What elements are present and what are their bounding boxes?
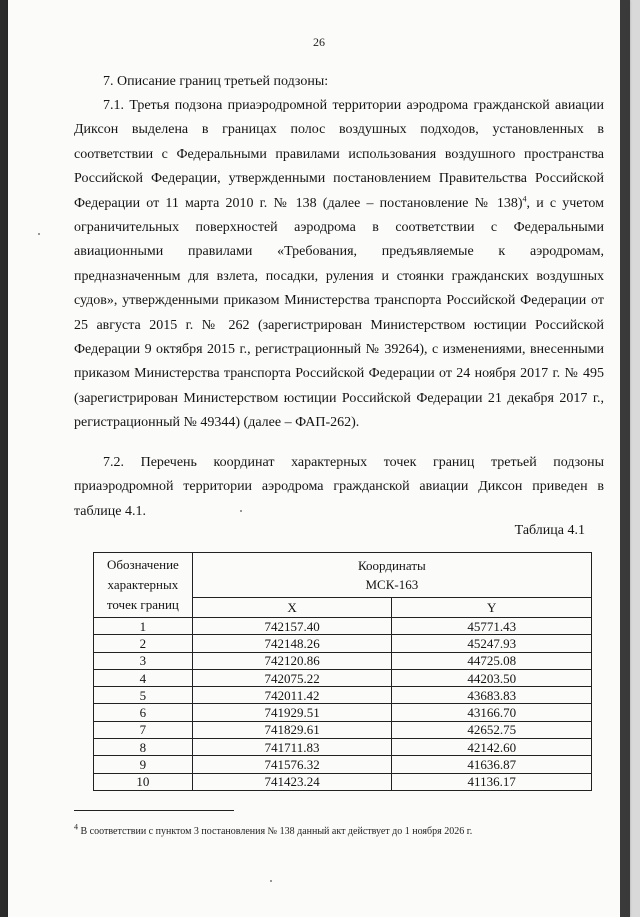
footnote [74,822,473,837]
y-coordinate-cell: 41636.87 [392,756,592,773]
x-coordinate-cell: 741829.61 [192,721,392,738]
x-coordinate-cell: 741576.32 [192,756,392,773]
coordinates-label: Координаты [358,558,426,573]
x-coordinate-cell: 741929.51 [192,704,392,721]
table-row [94,739,592,756]
table-row [94,669,592,686]
y-coordinate-cell: 45771.43 [392,618,592,635]
point-number-cell: 1 [94,618,193,635]
footnote-reference: 4 [522,193,527,203]
point-number-cell: 3 [94,652,193,669]
footnote-mark: 4 [74,822,78,832]
footnote-separator [74,810,234,811]
scan-right-edge [620,0,630,917]
x-coordinate-cell: 742148.26 [192,635,392,652]
point-number-cell: 4 [94,669,193,686]
table-row [94,652,592,669]
table-row [94,773,592,790]
x-coordinate-cell: 742157.40 [192,618,392,635]
paragraph-7-1 [74,94,604,436]
point-number-cell: 2 [94,635,193,652]
column-header-x: X [192,598,392,618]
x-coordinate-cell: 742120.86 [192,652,392,669]
table-row [94,756,592,773]
table-body [94,618,592,791]
paragraph-text: Третья подзона приаэродромной территории аэродрома гражданской авиации Диксон выделена в границах полос воздушных подходов, установленных в соответствии с Федеральными правилами использования воздушного пространства Российской Федерации, утвержденными постановлением Правительства Российской Федерации от 11 марта 2010 г. № 138 (далее – постановление № 138) [74,98,605,211]
scan-speck [240,510,242,512]
paragraph-number: 7.1. [103,98,124,113]
paragraph-number: 7.2. [103,455,124,470]
scan-left-edge [0,0,8,917]
footnote-text: В соответствии с пунктом 3 постановления № 138 данный акт действует до 1 ноября 2026 г. [80,826,473,837]
y-coordinate-cell: 42652.75 [392,721,592,738]
point-number-cell: 8 [94,739,193,756]
column-header-coordinates [192,553,591,598]
section-heading: 7. Описание границ третьей подзоны: [103,74,329,89]
x-coordinate-cell: 741423.24 [192,773,392,790]
table-row [94,704,592,721]
table-row [94,635,592,652]
paragraph-7-2 [74,451,604,524]
point-number-cell: 9 [94,756,193,773]
paragraph-text: Перечень координат характерных точек границ третьей подзоны приаэродромной территории аэродрома гражданской авиации Диксон приведен в таблице 4.1. [74,455,605,519]
point-number-cell: 5 [94,687,193,704]
column-header-y: Y [392,598,592,618]
x-coordinate-cell: 742011.42 [192,687,392,704]
point-number-cell: 7 [94,721,193,738]
table-row [94,721,592,738]
y-coordinate-cell: 45247.93 [392,635,592,652]
y-coordinate-cell: 43166.70 [392,704,592,721]
y-coordinate-cell: 44203.50 [392,669,592,686]
point-number-cell: 6 [94,704,193,721]
y-coordinate-cell: 41136.17 [392,773,592,790]
y-coordinate-cell: 42142.60 [392,739,592,756]
table-row [94,618,592,635]
scan-speck [38,233,40,235]
x-coordinate-cell: 741711.83 [192,739,392,756]
document-page [8,0,630,917]
paragraph-text-continued: , и с учетом ограничительных поверхностей аэродрома в соответствии с Федеральными авиационными правилами «Требования, предъявляемые к аэродромам, предназначенным для взлета, посадки, руления и стоянки гражданских воздушных судов», утвержденными приказом Министерства транспорта Российской Федерации от 25 августа 2015 г. № 262 (зарегистрирован Министерством юстиции Российской Федерации 9 октября 2015 г., регистрационный № 39264), с изменениями, внесенными приказом Министерства транспорта Российской Федерации от 24 ноября 2017 г. № 495 (зарегистрирован Министерством юстиции Российской Федерации 21 декабря 2017 г., регистрационный № 49344) (далее – ФАП-262). [74,195,604,431]
coordinates-table [93,552,592,791]
page-number: 26 [313,35,325,49]
x-coordinate-cell: 742075.22 [192,669,392,686]
table-caption: Таблица 4.1 [514,523,585,538]
point-number-cell: 10 [94,773,193,790]
table-row [94,687,592,704]
scan-speck [270,880,272,882]
coordinate-system-label: МСК-163 [365,577,419,592]
y-coordinate-cell: 43683.83 [392,687,592,704]
column-header-designation: Обозначение характерных точек границ [94,553,193,618]
y-coordinate-cell: 44725.08 [392,652,592,669]
